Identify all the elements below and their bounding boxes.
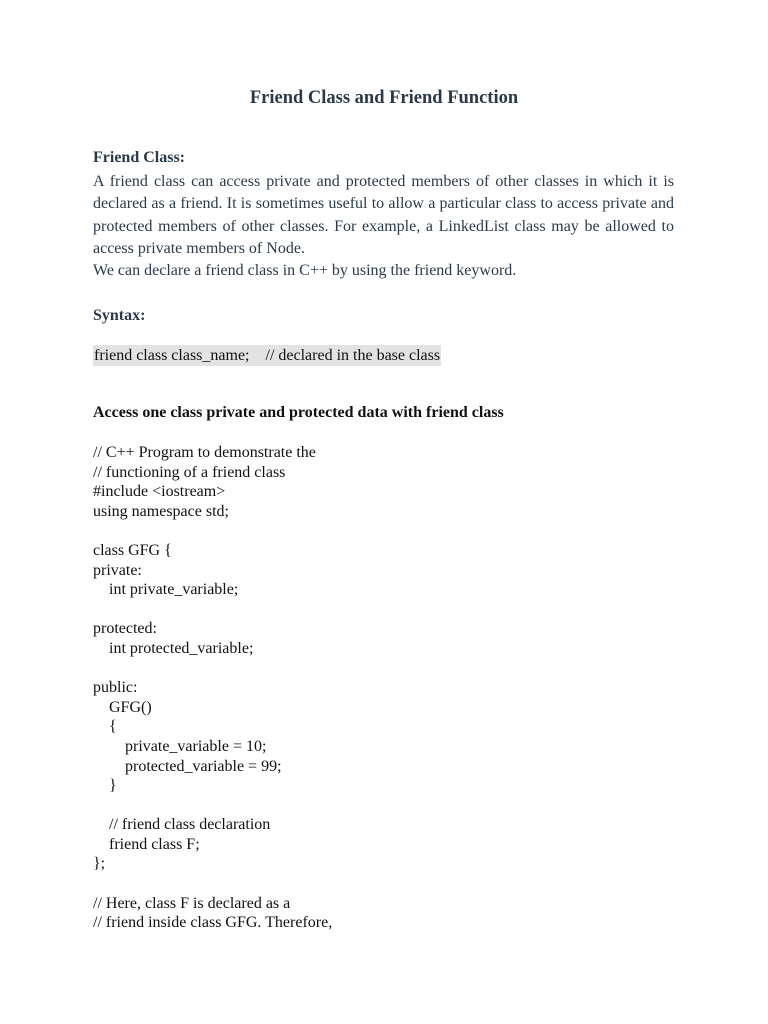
- code-line: #include <iostream>: [93, 483, 226, 501]
- code-line: using namespace std;: [93, 502, 229, 520]
- code-line: public:: [93, 679, 138, 697]
- code-line: [93, 600, 332, 620]
- page-title: Friend Class and Friend Function: [249, 88, 519, 108]
- code-line: // functioning of a friend class: [93, 463, 286, 481]
- intro-paragraph: [93, 171, 674, 282]
- friend-class-heading: Friend Class:: [93, 149, 185, 166]
- code-line: private_variable = 10;: [93, 737, 267, 755]
- code-line: protected_variable = 99;: [93, 757, 282, 775]
- code-line: private:: [93, 561, 142, 579]
- code-line: friend class F;: [93, 835, 200, 853]
- code-block: [93, 443, 332, 933]
- code-line: [93, 796, 332, 816]
- syntax-heading: Syntax:: [93, 307, 146, 324]
- syntax-code-block: friend class class_name; // declared in the base class: [94, 347, 441, 364]
- code-line: class GFG {: [93, 541, 172, 559]
- code-line: [93, 659, 332, 679]
- code-line: {: [93, 718, 117, 736]
- code-line: // C++ Program to demonstrate the: [93, 444, 316, 461]
- code-line: GFG(): [93, 698, 152, 716]
- code-line: protected:: [93, 620, 157, 638]
- code-line: };: [93, 855, 106, 873]
- code-line: int protected_variable;: [93, 639, 254, 657]
- code-line: int private_variable;: [93, 581, 239, 599]
- code-line: // friend class declaration: [93, 816, 271, 834]
- code-line: // Here, class F is declared as a: [93, 894, 291, 912]
- code-line: [93, 874, 332, 894]
- intro-last-line: We can declare a friend class in C++ by using the friend keyword.: [93, 262, 517, 280]
- intro-paragraph-text: A friend class can access private and protected members of other classes in which it is declared as a friend. It is sometimes useful to allow a particular class to access private and protected members of other classes. For example, a LinkedList class may be allowed to access private members of Node.: [93, 173, 674, 257]
- access-heading: Access one class private and protected data with friend class: [93, 404, 504, 421]
- code-line: [93, 521, 332, 541]
- code-line: // friend inside class GFG. Therefore,: [93, 914, 333, 932]
- code-line: }: [93, 777, 117, 795]
